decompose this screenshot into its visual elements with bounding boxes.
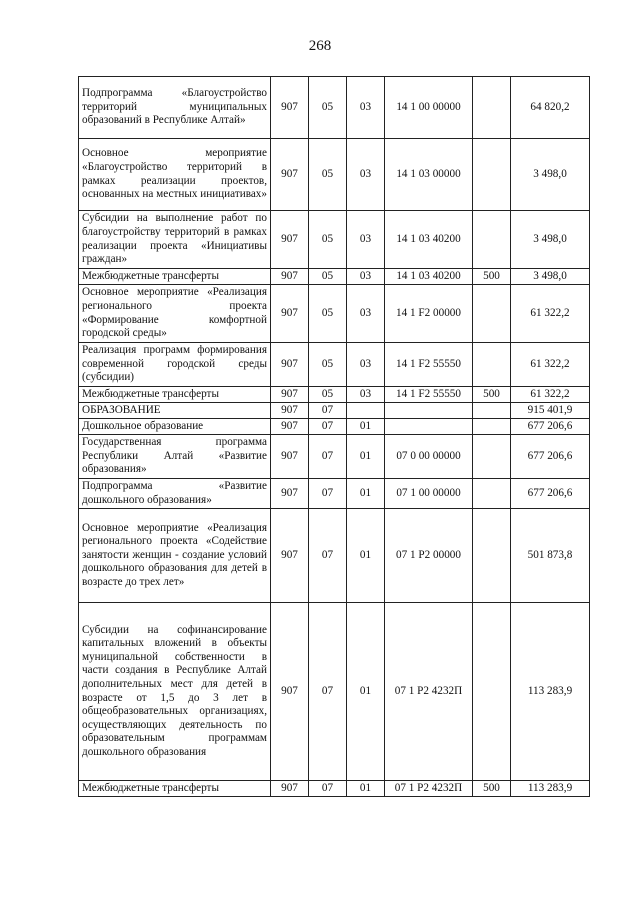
row-name: Дошкольное образование [79, 419, 271, 435]
table-row [79, 77, 590, 139]
page-number: 268 [308, 38, 332, 54]
table-row [79, 211, 590, 269]
amount: 61 322,2 [511, 343, 590, 387]
ministry-code: 907 [271, 435, 309, 479]
amount: 61 322,2 [511, 285, 590, 343]
subsection-code: 03 [347, 77, 385, 139]
table-row [79, 419, 590, 435]
amount: 677 206,6 [511, 435, 590, 479]
ministry-code: 907 [271, 211, 309, 269]
amount: 677 206,6 [511, 419, 590, 435]
subsection-code [347, 403, 385, 419]
table-row [79, 781, 590, 797]
subsection-code: 03 [347, 211, 385, 269]
table-row [79, 387, 590, 403]
section-code: 07 [309, 479, 347, 509]
target-code: 07 1 P2 00000 [385, 509, 473, 603]
table-row [79, 509, 590, 603]
subsection-code: 03 [347, 387, 385, 403]
expense-type-code [473, 77, 511, 139]
expense-type-code [473, 435, 511, 479]
target-code: 14 1 03 00000 [385, 139, 473, 211]
amount: 3 498,0 [511, 211, 590, 269]
target-code: 14 1 F2 55550 [385, 343, 473, 387]
ministry-code: 907 [271, 77, 309, 139]
row-name: Подпрограмма «Развитие дошкольного образования» [79, 479, 271, 509]
section-code: 07 [309, 781, 347, 797]
row-name: Реализация программ формирования современной городской среды (субсидии) [79, 343, 271, 387]
target-code [385, 403, 473, 419]
target-code: 14 1 00 00000 [385, 77, 473, 139]
subsection-code: 01 [347, 479, 385, 509]
subsection-code: 03 [347, 139, 385, 211]
expense-type-code [473, 509, 511, 603]
amount: 113 283,9 [511, 603, 590, 781]
target-code: 14 1 03 40200 [385, 211, 473, 269]
section-code: 07 [309, 435, 347, 479]
ministry-code: 907 [271, 781, 309, 797]
ministry-code: 907 [271, 285, 309, 343]
amount: 3 498,0 [511, 139, 590, 211]
section-code: 07 [309, 603, 347, 781]
amount: 3 498,0 [511, 269, 590, 285]
subsection-code: 01 [347, 781, 385, 797]
target-code: 14 1 F2 55550 [385, 387, 473, 403]
target-code: 07 0 00 00000 [385, 435, 473, 479]
subsection-code: 03 [347, 285, 385, 343]
target-code: 07 1 P2 4232П [385, 781, 473, 797]
expense-type-code [473, 419, 511, 435]
budget-table [78, 76, 590, 797]
target-code: 07 1 00 00000 [385, 479, 473, 509]
subsection-code: 01 [347, 509, 385, 603]
ministry-code: 907 [271, 603, 309, 781]
section-code: 05 [309, 343, 347, 387]
row-name: Подпрограмма «Благоустройство территорий муниципальных образований в Республике Алтай» [79, 77, 271, 139]
row-name: Государственная программа Республики Алтай «Развитие образования» [79, 435, 271, 479]
expense-type-code: 500 [473, 781, 511, 797]
row-name: Межбюджетные трансферты [79, 269, 271, 285]
table-row [79, 435, 590, 479]
expense-type-code [473, 403, 511, 419]
row-name: Основное мероприятие «Благоустройство территорий в рамках реализации проектов, основанных на местных инициативах» [79, 139, 271, 211]
amount: 915 401,9 [511, 403, 590, 419]
row-name: Основное мероприятие «Реализация регионального проекта «Содействие занятости женщин - создание условий дошкольного образования для детей в возрасте до трех лет» [79, 509, 271, 603]
table-row [79, 285, 590, 343]
row-name: Основное мероприятие «Реализация регионального проекта «Формирование комфортной городской среды» [79, 285, 271, 343]
ministry-code: 907 [271, 387, 309, 403]
expense-type-code: 500 [473, 387, 511, 403]
target-code: 07 1 P2 4232П [385, 603, 473, 781]
amount: 501 873,8 [511, 509, 590, 603]
section-code: 05 [309, 269, 347, 285]
expense-type-code [473, 139, 511, 211]
section-code: 05 [309, 77, 347, 139]
ministry-code: 907 [271, 419, 309, 435]
table-row [79, 139, 590, 211]
table-row [79, 479, 590, 509]
ministry-code: 907 [271, 403, 309, 419]
target-code: 14 1 F2 00000 [385, 285, 473, 343]
section-code: 05 [309, 285, 347, 343]
subsection-code: 03 [347, 269, 385, 285]
section-code: 07 [309, 403, 347, 419]
amount: 64 820,2 [511, 77, 590, 139]
subsection-code: 01 [347, 603, 385, 781]
expense-type-code [473, 479, 511, 509]
section-code: 07 [309, 419, 347, 435]
section-code: 05 [309, 211, 347, 269]
table-row [79, 403, 590, 419]
table-row [79, 603, 590, 781]
row-name: Субсидии на выполнение работ по благоустройству территорий в рамках реализации проекта «Инициативы граждан» [79, 211, 271, 269]
subsection-code: 03 [347, 343, 385, 387]
table-row [79, 343, 590, 387]
amount: 677 206,6 [511, 479, 590, 509]
ministry-code: 907 [271, 479, 309, 509]
row-name: Межбюджетные трансферты [79, 387, 271, 403]
section-code: 07 [309, 509, 347, 603]
ministry-code: 907 [271, 139, 309, 211]
table-row [79, 269, 590, 285]
section-code: 05 [309, 139, 347, 211]
row-name: ОБРАЗОВАНИЕ [79, 403, 271, 419]
subsection-code: 01 [347, 435, 385, 479]
expense-type-code [473, 343, 511, 387]
row-name: Субсидии на софинансирование капитальных вложений в объекты муниципальной собственности в части создания в Республике Алтай дополнительных мест для детей в возрасте от 1,5 до 3 лет в общеобразовательных организациях, осуществляющих деятельность по образовательным программам дошкольного образования [79, 603, 271, 781]
section-code: 05 [309, 387, 347, 403]
subsection-code: 01 [347, 419, 385, 435]
target-code: 14 1 03 40200 [385, 269, 473, 285]
amount: 61 322,2 [511, 387, 590, 403]
ministry-code: 907 [271, 269, 309, 285]
expense-type-code: 500 [473, 269, 511, 285]
row-name: Межбюджетные трансферты [79, 781, 271, 797]
amount: 113 283,9 [511, 781, 590, 797]
ministry-code: 907 [271, 343, 309, 387]
expense-type-code [473, 211, 511, 269]
ministry-code: 907 [271, 509, 309, 603]
expense-type-code [473, 603, 511, 781]
expense-type-code [473, 285, 511, 343]
target-code [385, 419, 473, 435]
